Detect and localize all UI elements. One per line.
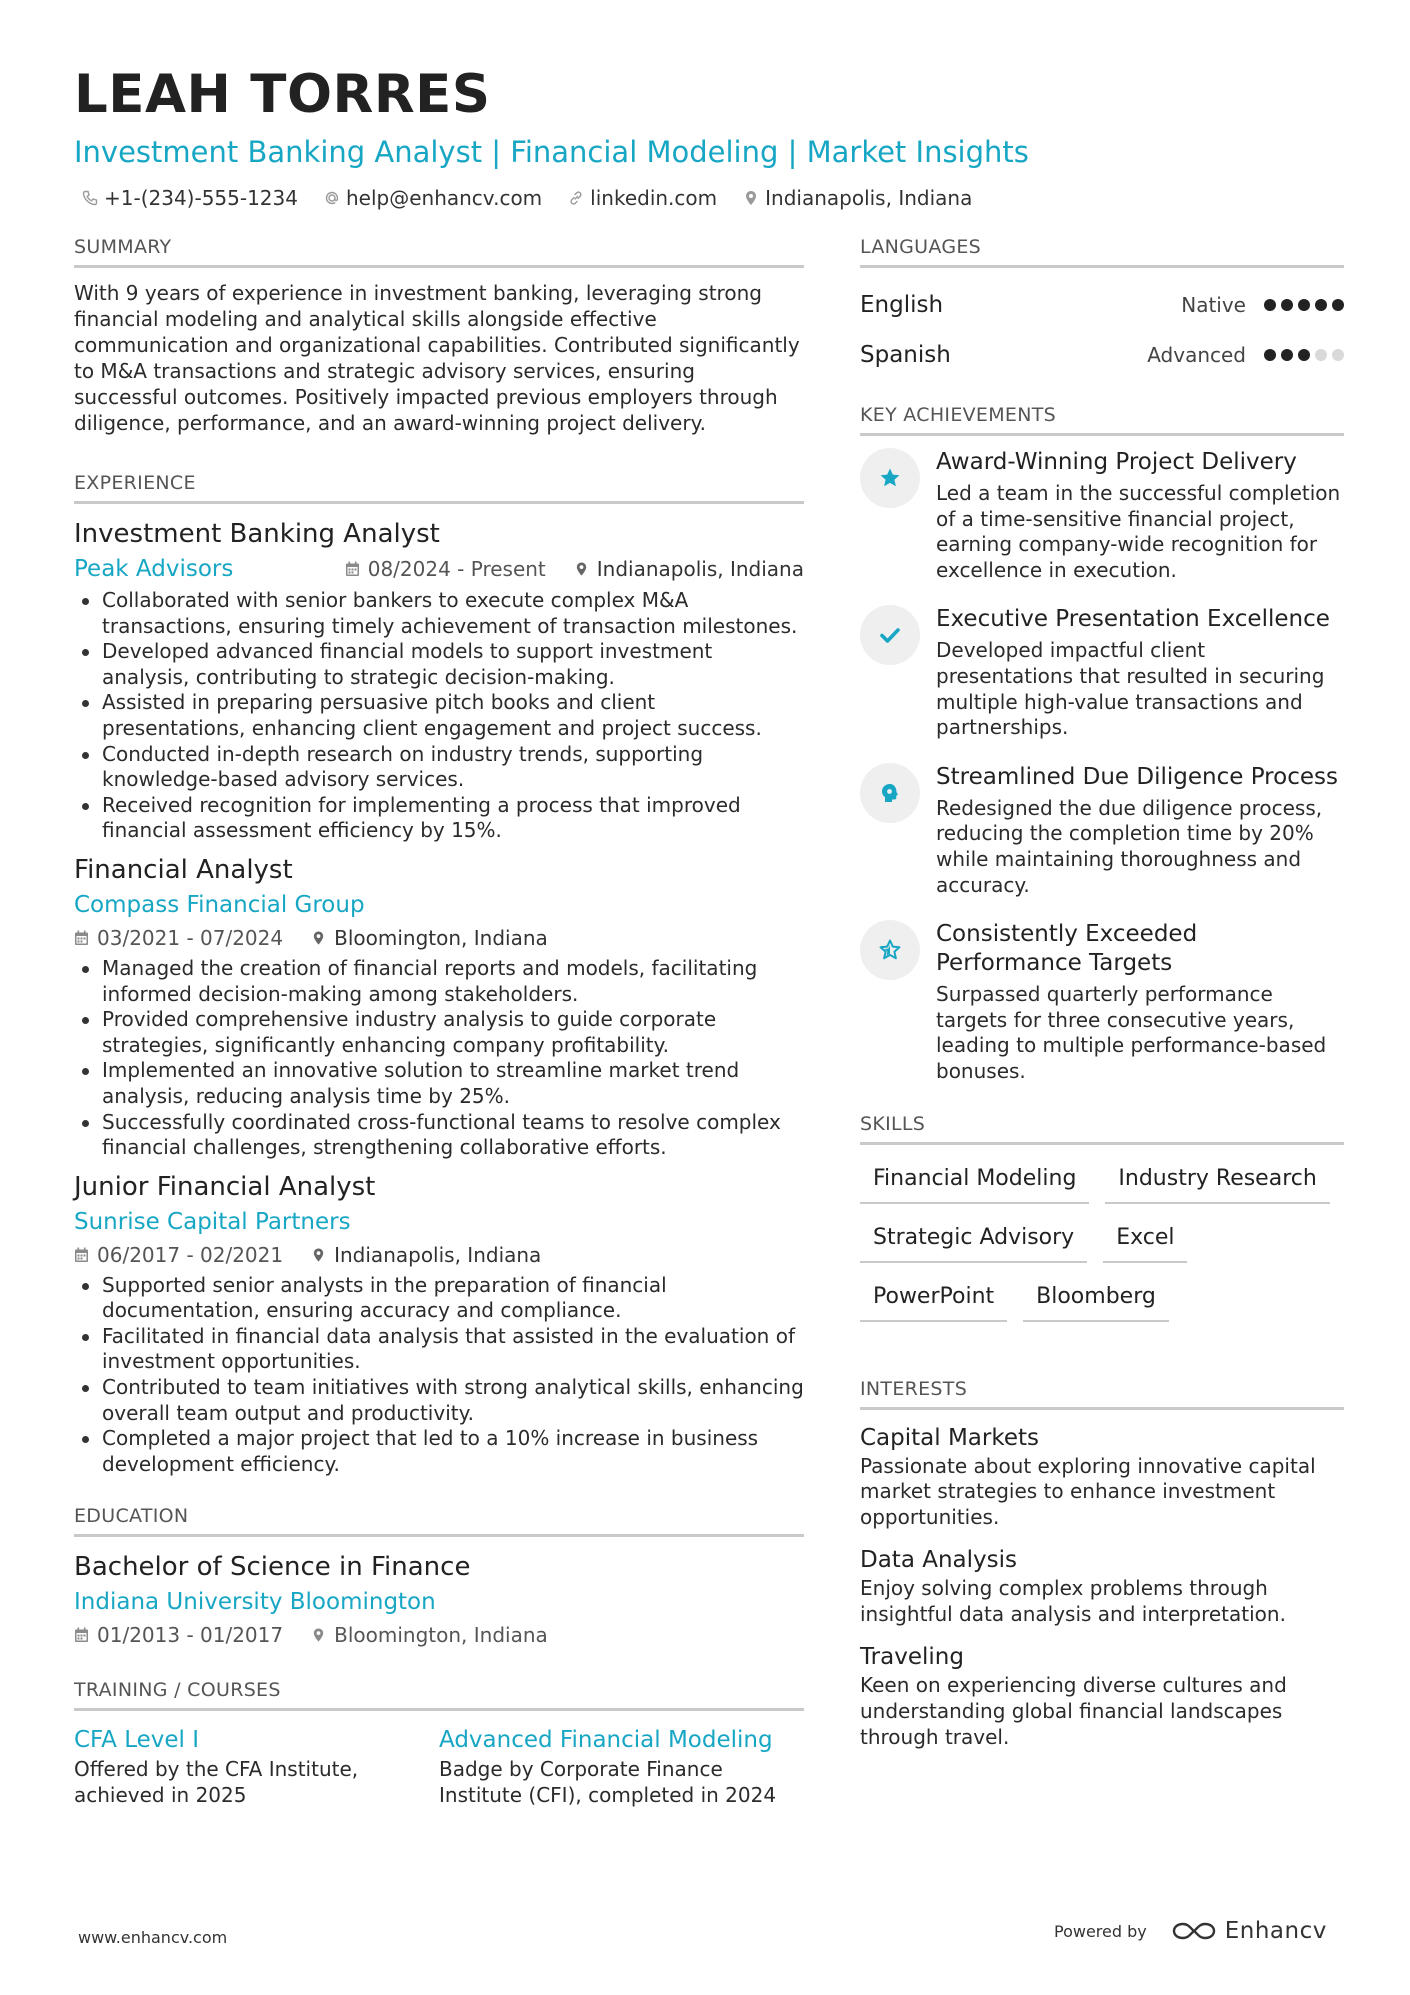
skill-tag: Industry Research — [1105, 1157, 1329, 1204]
linkedin-text: linkedin.com — [590, 186, 718, 210]
job-location-text: Indianapolis, Indiana — [596, 557, 804, 581]
summary-text: With 9 years of experience in investment banking, leveraging strong financial modeling and analytical skills alongside effective communication and organizational capabilities. Contributed significantly to M&A transactions and strategic advisory services, ensuring successful outcomes. Positively impacted previous employers through diligence, performance, and an award-winning project delivery. — [74, 281, 800, 435]
summary-heading: SUMMARY — [74, 236, 804, 268]
right-column — [860, 236, 1344, 1764]
language-level: Advanced — [1147, 343, 1246, 367]
job-bullets — [74, 1273, 804, 1478]
star-icon — [860, 448, 920, 508]
location-pin-icon — [743, 190, 759, 206]
job-entry — [74, 852, 804, 1161]
candidate-headline: Investment Banking Analyst | Financial Modeling | Market Insights — [74, 135, 1029, 169]
education-location-text: Bloomington, Indiana — [334, 1623, 548, 1648]
job-bullets — [74, 588, 804, 844]
skills-heading: SKILLS — [860, 1113, 1344, 1145]
proficiency-dot — [1315, 299, 1327, 311]
interests-heading: INTERESTS — [860, 1378, 1344, 1410]
school-name: Indiana University Bloomington — [74, 1589, 436, 1616]
course-item — [439, 1723, 804, 1808]
languages-heading: LANGUAGES — [860, 236, 1344, 268]
proficiency-dots — [1264, 349, 1344, 361]
language-item — [860, 330, 1344, 380]
job-title: Junior Financial Analyst — [74, 1171, 376, 1202]
achievement-item — [860, 605, 1344, 740]
resume-header — [74, 60, 1344, 210]
achievement-title: Consistently Exceeded Performance Targets — [936, 921, 1198, 977]
infinity-logo-icon — [1171, 1919, 1217, 1943]
phone-icon — [82, 190, 98, 206]
achievement-description: Developed impactful client presentations that resulted in securing multiple high-value transactions and partnerships. — [936, 638, 1325, 740]
course-list — [74, 1723, 804, 1808]
proficiency-dot — [1281, 299, 1293, 311]
star-outline-icon — [860, 920, 920, 980]
list-item: Successfully coordinated cross-functional teams to resolve complex financial challenges, strengthening collaborative efforts. — [74, 1110, 804, 1161]
list-item: Assisted in preparing persuasive pitch books and client presentations, enhancing client engagement and project success. — [74, 690, 804, 741]
calendar-icon — [345, 561, 360, 577]
job-location — [311, 922, 548, 954]
achievement-description: Led a team in the successful completion of a time-sensitive financial project, earning company-wide recognition for excellence in execution. — [936, 481, 1341, 582]
education-dates — [74, 1619, 283, 1651]
job-title: Investment Banking Analyst — [74, 519, 440, 549]
job-meta — [74, 922, 804, 954]
skill-tag: Bloomberg — [1023, 1275, 1169, 1322]
contact-linkedin[interactable] — [568, 186, 717, 210]
training-heading: TRAINING / COURSES — [74, 1679, 804, 1711]
proficiency-dot — [1332, 299, 1344, 311]
calendar-icon — [74, 1247, 89, 1263]
achievements-heading: KEY ACHIEVEMENTS — [860, 404, 1344, 436]
experience-heading: EXPERIENCE — [74, 472, 804, 504]
contact-location — [743, 186, 972, 210]
languages-section — [860, 236, 1344, 380]
achievement-item — [860, 920, 1344, 1084]
location-pin-icon — [574, 561, 589, 577]
education-location — [311, 1619, 548, 1651]
language-level: Native — [1181, 293, 1246, 317]
phone-text: +1-(234)-555-1234 — [104, 186, 298, 210]
proficiency-dot — [1264, 299, 1276, 311]
location-pin-icon — [311, 930, 326, 946]
interests-section — [860, 1378, 1344, 1751]
job-location-text: Indianapolis, Indiana — [334, 1242, 542, 1267]
course-description: Badge by Corporate Finance Institute (CFI), completed in 2024 — [439, 1757, 777, 1808]
course-title: CFA Level I — [74, 1727, 200, 1754]
powered-by-label: Powered by — [1054, 1921, 1147, 1941]
contact-bar — [74, 186, 1344, 210]
at-icon — [324, 190, 340, 206]
skills-section — [860, 1113, 1344, 1322]
job-dates-text: 03/2021 - 07/2024 — [97, 925, 284, 950]
job-location — [311, 1239, 541, 1271]
footer-branding — [1054, 1918, 1327, 1944]
course-description: Offered by the CFA Institute, achieved in 2025 — [74, 1757, 359, 1808]
calendar-icon — [74, 1627, 89, 1643]
skill-tag: PowerPoint — [860, 1275, 1007, 1322]
proficiency-dot — [1332, 349, 1344, 361]
company-name: Compass Financial Group — [74, 891, 365, 918]
left-column — [74, 236, 804, 1809]
education-meta — [74, 1619, 804, 1651]
brand-name: Enhancv — [1224, 1918, 1327, 1944]
contact-email[interactable] — [324, 186, 542, 210]
list-item: Supported senior analysts in the preparation of financial documentation, ensuring accuracy and compliance. — [74, 1273, 804, 1324]
job-meta — [345, 553, 804, 585]
footer-website[interactable]: www.enhancv.com — [78, 1928, 228, 1947]
skill-tag: Strategic Advisory — [860, 1216, 1087, 1263]
company-name: Peak Advisors — [74, 556, 234, 582]
job-location-text: Bloomington, Indiana — [334, 925, 548, 950]
education-dates-text: 01/2013 - 01/2017 — [97, 1623, 284, 1648]
degree-title: Bachelor of Science in Finance — [74, 1552, 471, 1583]
job-dates — [345, 553, 546, 585]
skill-list — [860, 1157, 1344, 1322]
education-section — [74, 1505, 804, 1651]
language-proficiency — [1147, 343, 1344, 367]
list-item: Developed advanced financial models to support investment analysis, contributing to strategic decision-making. — [74, 639, 804, 690]
achievement-description: Redesigned the due diligence process, reducing the completion time by 20% while maintaining thoroughness and accuracy. — [936, 795, 1323, 897]
interest-description: Passionate about exploring innovative capital market strategies to enhance investment opportunities. — [860, 1453, 1316, 1529]
job-meta-row — [74, 552, 804, 586]
list-item: Managed the creation of financial reports and models, facilitating informed decision-making among stakeholders. — [74, 956, 804, 1007]
interest-description: Keen on experiencing diverse cultures and understanding global financial landscapes through travel. — [860, 1673, 1287, 1749]
list-item: Provided comprehensive industry analysis to guide corporate strategies, significantly enhancing company profitability. — [74, 1007, 804, 1058]
location-pin-icon — [311, 1247, 326, 1263]
course-item — [74, 1723, 439, 1808]
achievement-item — [860, 763, 1344, 898]
language-name: English — [860, 292, 944, 318]
interest-description: Enjoy solving complex problems through insightful data analysis and interpretation. — [860, 1576, 1286, 1626]
interest-item — [860, 1641, 1344, 1750]
job-meta — [74, 1239, 804, 1271]
check-icon — [860, 605, 920, 665]
brain-icon — [860, 763, 920, 823]
candidate-name: LEAH TORRES — [74, 64, 491, 125]
interest-title: Traveling — [860, 1644, 964, 1671]
achievement-title: Award-Winning Project Delivery — [936, 449, 1297, 475]
job-dates-text: 06/2017 - 02/2021 — [97, 1242, 284, 1267]
list-item: Collaborated with senior bankers to execute complex M&A transactions, ensuring timely achievement of transaction milestones. — [74, 588, 804, 639]
course-title: Advanced Financial Modeling — [439, 1727, 773, 1754]
achievement-description: Surpassed quarterly performance targets for three consecutive years, leading to multiple performance-based bonuses. — [936, 982, 1327, 1083]
language-item — [860, 280, 1344, 330]
achievement-title: Streamlined Due Diligence Process — [936, 763, 1338, 790]
email-text: help@enhancv.com — [345, 186, 543, 210]
list-item: Conducted in-depth research on industry trends, supporting knowledge-based advisory services. — [74, 742, 804, 793]
interest-title: Data Analysis — [860, 1547, 1017, 1574]
list-item: Contributed to team initiatives with strong analytical skills, enhancing overall team output and productivity. — [74, 1375, 804, 1426]
location-pin-icon — [311, 1627, 326, 1643]
proficiency-dot — [1298, 299, 1310, 311]
list-item: Completed a major project that led to a 10% increase in business development efficiency. — [74, 1426, 804, 1477]
interest-title: Capital Markets — [860, 1424, 1040, 1451]
job-dates — [74, 1239, 283, 1271]
proficiency-dot — [1315, 349, 1327, 361]
proficiency-dots — [1264, 299, 1344, 311]
language-name: Spanish — [860, 342, 951, 368]
list-item: Received recognition for implementing a process that improved financial assessment efficiency by 15%. — [74, 793, 804, 844]
location-text: Indianapolis, Indiana — [765, 186, 973, 210]
language-proficiency — [1181, 293, 1344, 317]
list-item: Facilitated in financial data analysis that assisted in the evaluation of investment opportunities. — [74, 1324, 804, 1375]
interest-item — [860, 1544, 1344, 1627]
achievement-item — [860, 448, 1344, 583]
job-title: Financial Analyst — [74, 854, 293, 885]
link-icon — [568, 190, 584, 206]
job-entry — [74, 1169, 804, 1478]
education-heading: EDUCATION — [74, 1505, 804, 1537]
experience-section — [74, 472, 804, 1477]
job-entry — [74, 516, 804, 844]
list-item: Implemented an innovative solution to streamline market trend analysis, reducing analysis time by 25%. — [74, 1058, 804, 1109]
job-dates — [74, 922, 283, 954]
job-bullets — [74, 956, 804, 1161]
summary-section — [74, 236, 804, 436]
achievements-section — [860, 404, 1344, 1085]
achievement-title: Executive Presentation Excellence — [936, 606, 1330, 633]
training-section — [74, 1679, 804, 1808]
calendar-icon — [74, 930, 89, 946]
brand-logo[interactable] — [1171, 1918, 1327, 1944]
job-location — [574, 553, 804, 585]
skill-tag: Financial Modeling — [860, 1157, 1089, 1204]
contact-phone — [82, 186, 298, 210]
interest-item — [860, 1422, 1344, 1531]
proficiency-dot — [1264, 349, 1276, 361]
proficiency-dot — [1281, 349, 1293, 361]
company-name: Sunrise Capital Partners — [74, 1208, 351, 1235]
skill-tag: Excel — [1103, 1216, 1187, 1263]
job-dates-text: 08/2024 - Present — [367, 557, 546, 581]
proficiency-dot — [1298, 349, 1310, 361]
